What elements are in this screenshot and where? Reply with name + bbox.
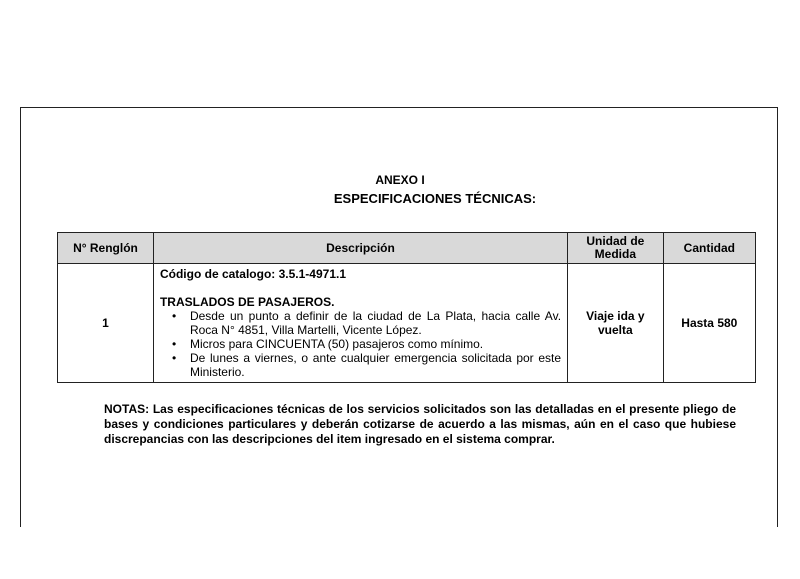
item-title: TRASLADOS DE PASAJEROS. (159, 295, 335, 309)
cell-renglon: 1 (58, 264, 154, 383)
specifications-table (57, 232, 756, 383)
notes-paragraph: NOTAS: Las especificaciones técnicas de los servicios solicitados son las detalladas en el presente pliego de bases y condiciones particulares y deberán cotizarse de acuerdo a las mismas, aún en el caso que hubiese discrepancias con las descripciones del item ingresado en el sistema comprar. (104, 402, 736, 446)
header-renglon: N° Renglón (58, 233, 154, 264)
list-item: • Micros para CINCUENTA (50) pasajeros como mínimo. (190, 337, 561, 351)
list-item: • De lunes a viernes, o ante cualquier emergencia solicitada por este Ministerio. (190, 351, 561, 379)
description-list (160, 309, 561, 379)
cell-descripcion (153, 264, 567, 383)
cell-unidad: Viaje ida y vuelta (568, 264, 664, 383)
header-cantidad: Cantidad (663, 233, 755, 264)
catalog-code: Código de catalogo: 3.5.1-4971.1 (159, 267, 347, 281)
annex-title: ANEXO I (375, 173, 425, 187)
cell-cantidad: Hasta 580 (663, 264, 755, 383)
table-header-row (58, 233, 756, 264)
table-row (58, 264, 756, 383)
header-unidad: Unidad de Medida (568, 233, 664, 264)
annex-subtitle: ESPECIFICACIONES TÉCNICAS: (333, 191, 537, 206)
list-item: • Desde un punto a definir de la ciudad de La Plata, hacia calle Av. Roca N° 4851, Villa Martelli, Vicente López. (190, 309, 561, 337)
header-descripcion: Descripción (153, 233, 567, 264)
